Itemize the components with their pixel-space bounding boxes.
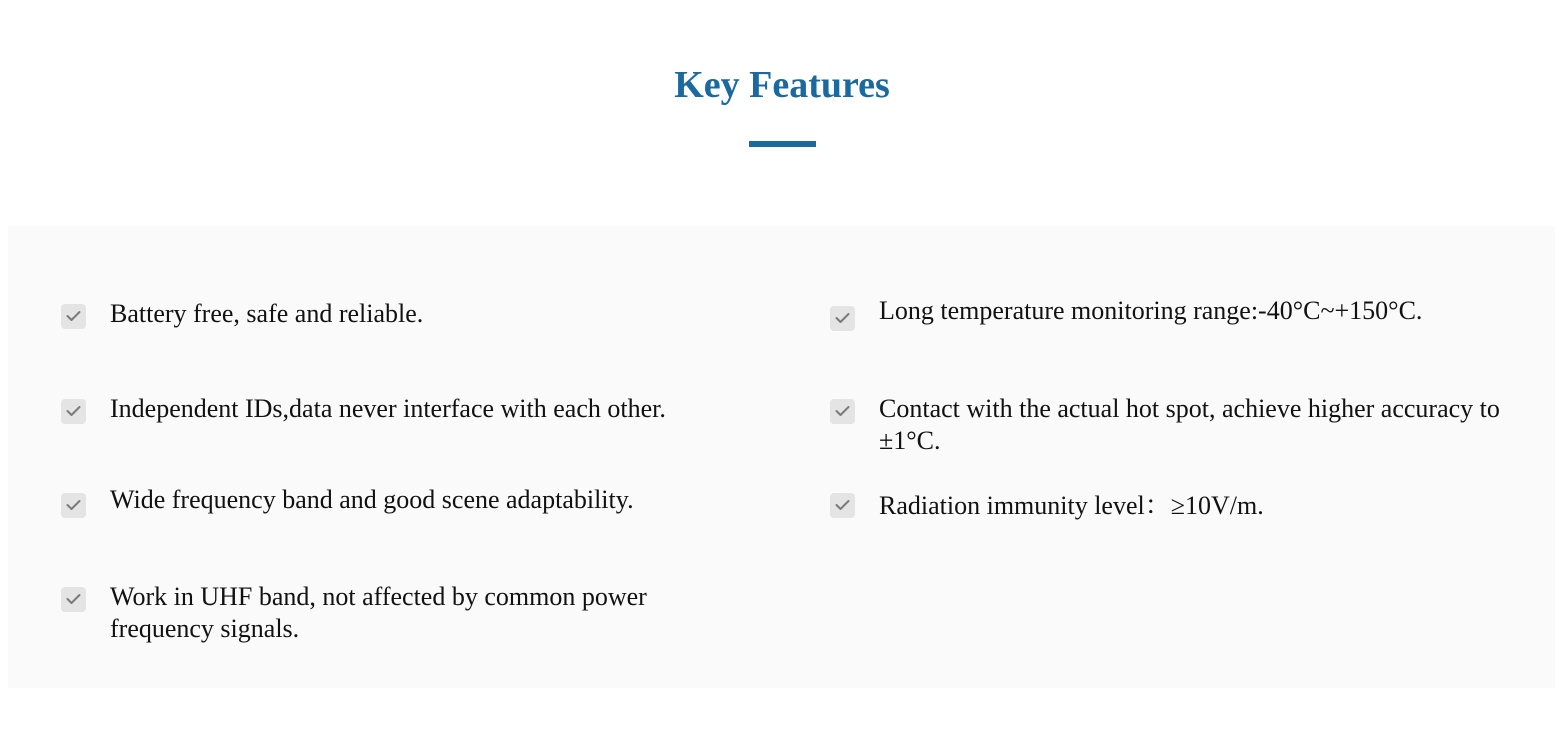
section-title: Key Features: [674, 64, 890, 106]
feature-text: Independent IDs,data never interface with each other.: [110, 394, 666, 423]
check-icon: [61, 399, 86, 424]
check-icon: [830, 493, 855, 518]
feature-text: Radiation immunity level：≥10V/m.: [879, 491, 1264, 520]
feature-text: Work in UHF band, not affected by common power frequency signals.: [110, 582, 647, 643]
feature-text: Wide frequency band and good scene adaptability.: [110, 485, 634, 514]
title-underline: [749, 141, 816, 147]
feature-text: Long temperature monitoring range:-40°C~+150°C.: [879, 296, 1423, 325]
features-panel: [8, 226, 1555, 688]
check-icon: [61, 304, 86, 329]
check-icon: [830, 306, 855, 331]
feature-text: Contact with the actual hot spot, achieve higher accuracy to ±1°C.: [879, 394, 1500, 455]
feature-text: Battery free, safe and reliable.: [110, 299, 424, 328]
check-icon: [61, 587, 86, 612]
check-icon: [830, 399, 855, 424]
check-icon: [61, 493, 86, 518]
